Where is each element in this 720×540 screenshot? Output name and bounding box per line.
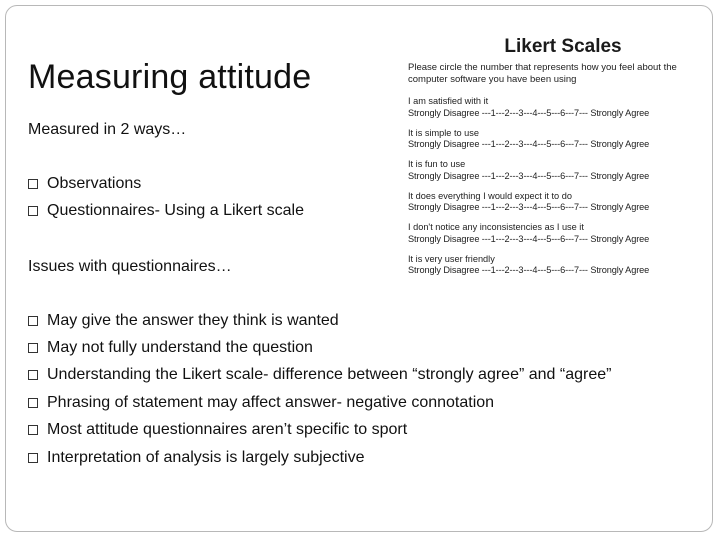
checkbox-bullet-icon (28, 316, 38, 326)
issue-item (28, 334, 611, 361)
likert-scale-row: Strongly Disagree ---1---2---3---4---5---6---7--- Strongly Agree (408, 139, 650, 149)
likert-instruction: Please circle the number that represents how you feel about the computer software you have been using (408, 62, 677, 85)
issue-item (28, 389, 611, 416)
likert-statement: I am satisfied with it (408, 96, 489, 106)
issue-label: Most attitude questionnaires aren’t specific to sport (47, 421, 408, 439)
issues-heading: Issues with questionnaires… (28, 258, 232, 275)
checkbox-bullet-icon (28, 370, 38, 380)
issue-label: May not fully understand the question (47, 339, 313, 357)
method-label: Observations (47, 174, 142, 192)
likert-statement: It is simple to use (408, 127, 479, 138)
intro-text: Measured in 2 ways… (28, 121, 187, 138)
checkbox-bullet-icon (28, 179, 38, 189)
slide-title: Measuring attitude (28, 58, 312, 96)
likert-item (408, 222, 690, 254)
likert-scale-row: Strongly Disagree ---1---2---3---4---5---6---7--- Strongly Agree (408, 170, 650, 181)
likert-scale-example-image (408, 36, 690, 282)
methods-list (28, 170, 304, 225)
checkbox-bullet-icon (28, 206, 38, 216)
checkbox-bullet-icon (28, 343, 38, 353)
likert-scale-row: Strongly Disagree ---1---2---3---4---5---6---7--- Strongly Agree (408, 265, 650, 275)
issue-item (28, 307, 611, 334)
issue-item (28, 444, 611, 471)
issue-item (28, 417, 611, 444)
issue-label: Interpretation of analysis is largely subjective (47, 448, 365, 466)
likert-statement: It does everything I would expect it to do (408, 190, 572, 201)
likert-title: Likert Scales (504, 36, 622, 57)
checkbox-bullet-icon (28, 453, 38, 463)
likert-item (408, 159, 690, 191)
method-label: Questionnaires- Using a Likert scale (47, 202, 305, 220)
checkbox-bullet-icon (28, 425, 38, 435)
method-item (28, 170, 304, 197)
likert-item (408, 96, 690, 128)
likert-item (408, 254, 690, 286)
likert-statement: It is fun to use (408, 159, 466, 169)
likert-scale-row: Strongly Disagree ---1---2---3---4---5---6---7--- Strongly Agree (408, 233, 650, 244)
method-item (28, 197, 304, 224)
issue-label: Phrasing of statement may affect answer- negative connotation (47, 393, 495, 411)
likert-item (408, 191, 690, 223)
issue-label: May give the answer they think is wanted (47, 311, 339, 329)
issue-label: Understanding the Likert scale- difference between “strongly agree” and “agree” (47, 366, 612, 384)
likert-statement: I don't notice any inconsistencies as I use it (408, 222, 584, 232)
issues-list (28, 307, 611, 471)
checkbox-bullet-icon (28, 398, 38, 408)
likert-item (408, 128, 690, 160)
likert-statement: It is very user friendly (408, 253, 495, 264)
issue-item (28, 362, 611, 389)
likert-scale-row: Strongly Disagree ---1---2---3---4---5---6---7--- Strongly Agree (408, 202, 650, 212)
likert-scale-row: Strongly Disagree ---1---2---3---4---5---6---7--- Strongly Agree (408, 107, 650, 118)
